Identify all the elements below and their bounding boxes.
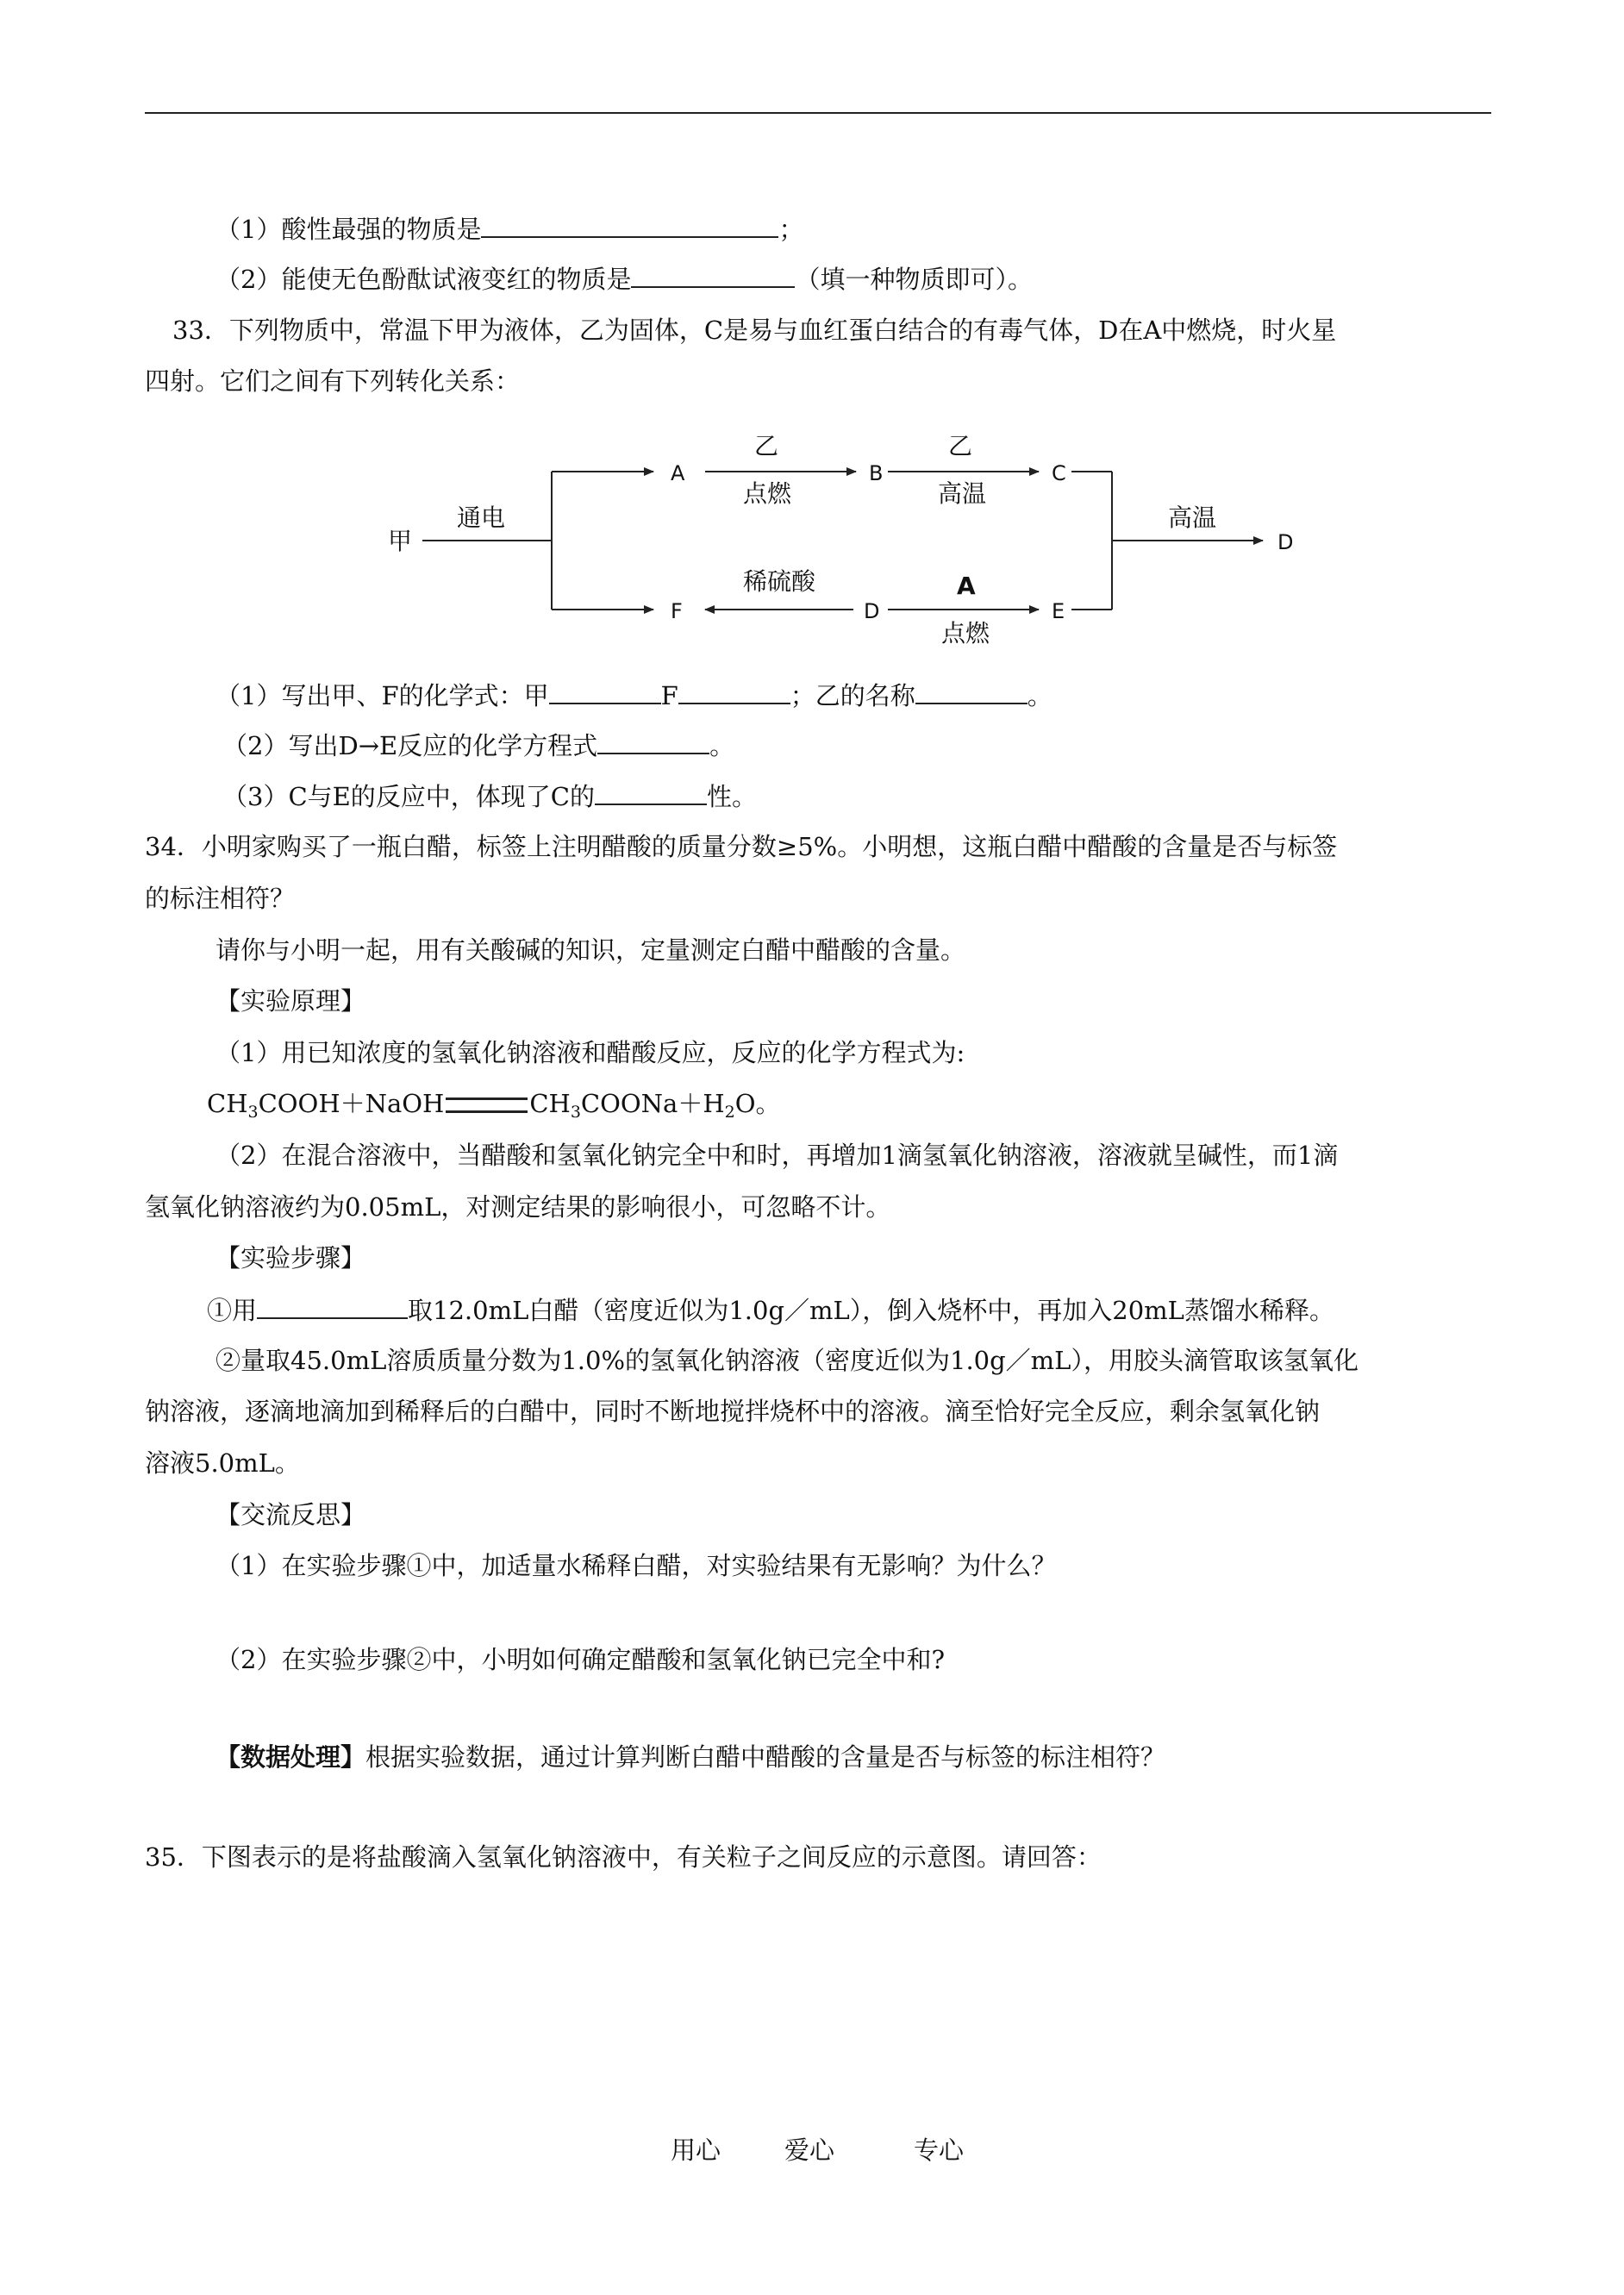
q32-part1 xyxy=(215,210,803,247)
q33-part3 xyxy=(222,778,757,814)
q33-part1-mid: ；乙的名称 xyxy=(790,681,915,710)
q34-step2-line3: 溶液5.0mL。 xyxy=(145,1448,300,1478)
equals-sign xyxy=(446,1097,528,1113)
node-jia: 甲 xyxy=(388,527,413,555)
label-tongdian: 通电 xyxy=(457,503,506,532)
label-yi-2: 乙 xyxy=(948,432,973,460)
q33-part1-F: F xyxy=(660,681,678,710)
q34-reflect-1: （1）在实验步骤①中，加适量水稀释白醋，对实验结果有无影响？为什么？ xyxy=(215,1551,1057,1580)
node-E: E xyxy=(1052,599,1065,623)
q33-stem-line2: 四射。它们之间有下列转化关系： xyxy=(145,366,521,396)
label-dianran-1: 点燃 xyxy=(743,479,792,508)
node-F: F xyxy=(671,599,683,623)
footer-word-3: 专心 xyxy=(914,2136,965,2165)
node-D: D xyxy=(864,599,880,623)
label-dianran-2: 点燃 xyxy=(941,619,990,647)
node-D-right: D xyxy=(1277,530,1293,554)
q34-principle-heading: 【实验原理】 xyxy=(215,986,366,1016)
answer-blank[interactable] xyxy=(549,677,661,704)
node-C: C xyxy=(1052,461,1066,485)
answer-blank[interactable] xyxy=(481,210,778,238)
answer-blank[interactable] xyxy=(915,677,1027,704)
q32-part1-text: （1）酸性最强的物质是 xyxy=(215,215,482,244)
q34-step2-line2: 钠溶液，逐滴地滴加到稀释后的白醋中，同时不断地搅拌烧杯中的溶液。滴至恰好完全反应，剩余氢氧化钠 xyxy=(145,1397,1321,1426)
q32-part2-tail: （填一种物质即可）。 xyxy=(795,265,1033,294)
q34-principle-2a: （2）在混合溶液中，当醋酸和氢氧化钠完全中和时，再增加1滴氢氧化钠溶液，溶液就呈碱性，而1滴 xyxy=(215,1141,1339,1170)
q34-stem-line1: 34．小明家购买了一瓶白醋，标签上注明醋酸的质量分数≥5%。小明想，这瓶白醋中醋酸的含量是否与标签 xyxy=(145,832,1338,861)
q34-principle-1: （1）用已知浓度的氢氧化钠溶液和醋酸反应，反应的化学方程式为: xyxy=(215,1038,965,1067)
q34-step1 xyxy=(207,1291,1334,1328)
q32-part1-tail: ； xyxy=(778,215,804,244)
q33-part2-tail: 。 xyxy=(709,731,735,760)
q34-reflect-heading: 【交流反思】 xyxy=(215,1500,366,1529)
q33-part1-tail: 。 xyxy=(1027,681,1052,710)
header-rule xyxy=(145,112,1491,114)
label-xiliusuan: 稀硫酸 xyxy=(743,567,816,596)
answer-blank[interactable] xyxy=(257,1291,408,1319)
q34-steps-heading: 【实验步骤】 xyxy=(215,1243,366,1273)
q32-part2 xyxy=(215,260,1033,297)
footer-word-1: 用心 xyxy=(671,2136,721,2165)
label-A-reagent: A xyxy=(957,572,976,600)
q33-part1 xyxy=(215,677,1052,713)
q34-step1-text: ①用 xyxy=(207,1296,258,1325)
q34-intro: 请你与小明一起，用有关酸碱的知识，定量测定白醋中醋酸的含量。 xyxy=(215,935,966,965)
answer-blank[interactable] xyxy=(595,778,707,805)
label-yi-1: 乙 xyxy=(754,432,779,460)
eq-part: CH xyxy=(207,1089,248,1118)
q33-part2-text: （2）写出D→E反应的化学方程式 xyxy=(222,731,598,760)
q34-data-processing xyxy=(215,1740,1165,1774)
node-B: B xyxy=(869,461,884,485)
q34-step2-line1: ②量取45.0mL溶质质量分数为1.0%的氢氧化钠溶液（密度近似为1.0g／mL），用胶头滴管取该氢氧化 xyxy=(215,1346,1359,1375)
q33-part3-tail: 性。 xyxy=(707,782,758,811)
label-gaowen-1: 高温 xyxy=(938,479,987,508)
q35-stem: 35．下图表示的是将盐酸滴入氢氧化钠溶液中，有关粒子之间反应的示意图。请回答： xyxy=(145,1842,1102,1872)
footer-word-2: 爱心 xyxy=(784,2136,835,2165)
eq-part: O。 xyxy=(734,1089,781,1118)
label-gaowen-2: 高温 xyxy=(1168,503,1217,532)
q34-principle-2b: 氢氧化钠溶液约为0.05mL，对测定结果的影响很小，可忽略不计。 xyxy=(145,1192,891,1222)
eq-part: CH xyxy=(529,1089,571,1118)
eq-sub: 2 xyxy=(724,1103,735,1122)
q33-part2 xyxy=(222,727,734,763)
q34-data-text: 根据实验数据，通过计算判断白醋中醋酸的含量是否与标签的标注相符？ xyxy=(365,1742,1166,1772)
q33-stem-line1: 33．下列物质中，常温下甲为液体，乙为固体，C是易与血红蛋白结合的有毒气体，D在A中燃烧，时火星 xyxy=(172,316,1337,345)
eq-sub: 3 xyxy=(570,1103,581,1122)
q32-part2-text: （2）能使无色酚酞试液变红的物质是 xyxy=(215,265,632,294)
transformation-diagram xyxy=(371,416,1293,666)
eq-sub: 3 xyxy=(247,1103,259,1122)
q34-stem-line2: 的标注相符？ xyxy=(145,884,296,913)
answer-blank[interactable] xyxy=(678,677,790,704)
q33-part3-text: （3）C与E的反应中，体现了C的 xyxy=(222,782,595,811)
q33-part1-text: （1）写出甲、F的化学式：甲 xyxy=(215,681,549,710)
q34-data-heading: 【数据处理】 xyxy=(215,1742,366,1772)
q34-step1-tail: 取12.0mL白醋（密度近似为1.0g／mL），倒入烧杯中，再加入20mL蒸馏水稀释。 xyxy=(408,1296,1334,1325)
eq-part: COOH＋NaOH xyxy=(258,1089,445,1118)
q34-reflect-2: （2）在实验步骤②中，小明如何确定醋酸和氢氧化钠已完全中和? xyxy=(215,1645,945,1674)
eq-part: COONa＋H xyxy=(580,1089,725,1118)
chemical-equation xyxy=(207,1086,781,1121)
answer-blank[interactable] xyxy=(631,260,795,288)
answer-blank[interactable] xyxy=(597,727,709,754)
node-A: A xyxy=(671,461,685,485)
